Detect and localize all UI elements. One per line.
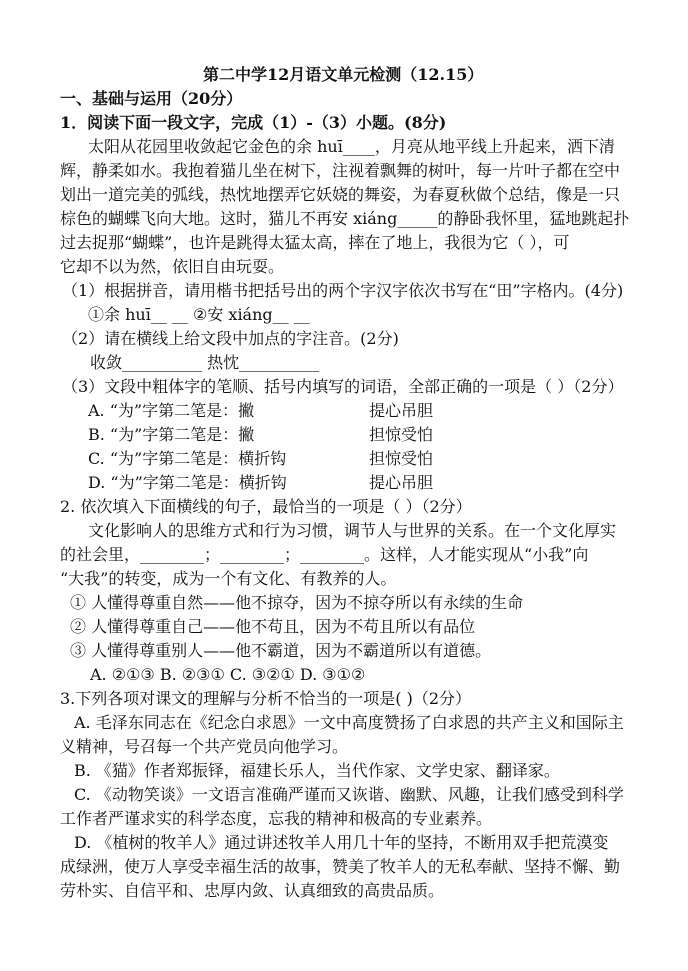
- question-1-stem: 1．阅读下面一段文字，完成（1）-（3）小题。(8分): [60, 113, 447, 132]
- question-3-line: A. 毛泽东同志在《纪念白求恩》一文中高度赞扬了白求恩的共产主义和国际主: [74, 713, 624, 732]
- question-3-line: C. 《动物笑谈》一文语言准确严谨而又诙谐、幽默、风趣，让我们感受到科学: [74, 785, 624, 804]
- page-title: 第二中学12月语文单元检测（12.15）: [203, 65, 484, 84]
- section-heading: 一、基础与运用（20分）: [60, 89, 243, 108]
- question-3-line: 成绿洲，使万人享受幸福生活的故事，赞美了牧羊人的无私奉献、坚持不懈、勤: [60, 857, 621, 876]
- question-2-item: ③ 人懂得尊重别人——他不霸道，因为不霸道所以有道德。: [70, 641, 492, 660]
- sub-question-1: （1）根据拼音，请用楷书把括号出的两个字汉字依次书写在“田”字格内。(4分): [62, 281, 624, 300]
- option-word: 担惊受怕: [369, 449, 434, 468]
- question-2-stem: 2. 依次填入下面横线的句子，最恰当的一项是（ ）（2分）: [60, 497, 472, 516]
- passage-line: 过去捉那“蝴蝶”，也许是跳得太猛太高，摔在了地上，我很为它（ ），可: [60, 233, 570, 252]
- question-3-line: 工作者严谨求实的科学态度，忘我的精神和极高的专业素养。: [60, 809, 493, 828]
- question-2-item: ① 人懂得尊重自然——他不掠夺，因为不掠夺所以有永续的生命: [70, 593, 524, 612]
- option-label: D. “为”字第二笔是：横折钩: [88, 473, 287, 492]
- question-2-item: ② 人懂得尊重自己——他不苟且，因为不苟且所以有品位: [70, 617, 476, 636]
- sub-question-2: （2）请在横线上给文段中加点的字注音。(2分): [62, 329, 399, 348]
- question-2-text: “大我”的转变，成为一个有文化、有教养的人。: [60, 569, 397, 588]
- passage-line: 它却不以为然，依旧自由玩耍。: [60, 257, 285, 276]
- phonetic-blanks: 收敛__________ 热忱__________: [90, 353, 320, 372]
- option-label: C. “为”字第二笔是：横折钩: [88, 449, 287, 468]
- question-3-line: 劳朴实、自信平和、忠厚内敛、认真细致的高贵品质。: [60, 881, 445, 900]
- passage-line: 划出一道完美的弧线，热忱地摆弄它妖娆的舞姿，为春夏秋做个总结，像是一只: [60, 185, 621, 204]
- pinyin-blanks: ①余 huī__ __ ②安 xiáng__ __: [88, 305, 310, 324]
- question-3-stem: 3.下列各项对课文的理解与分析不恰当的一项是( )（2分）: [60, 689, 472, 708]
- question-2-text: 文化影响人的思维方式和行为习惯，调节人与世界的关系。在一个文化厚实: [88, 521, 617, 540]
- option-word: 提心吊胆: [369, 401, 434, 420]
- option-word: 提心吊胆: [369, 473, 434, 492]
- passage-line: 太阳从花园里收敛起它金色的余 huī____，月亮从地平线上升起来，洒下清: [88, 137, 615, 156]
- question-3-line: 义精神，号召每一个共产党员向他学习。: [60, 737, 349, 756]
- option-label: A. “为”字第二笔是：撇: [88, 401, 255, 420]
- passage-line: 辉，静柔如水。我抱着猫儿坐在树下，注视着飘舞的树叶，每一片叶子都在空中: [60, 161, 621, 180]
- passage-line: 棕色的蝴蝶飞向大地。这时，猫儿不再安 xiáng_____的静卧我怀里，猛地跳起扑: [60, 209, 630, 228]
- question-2-text: 的社会里，________；________；________。这样，人才能实现从“小我”向: [60, 545, 589, 564]
- question-3-line: B. 《猫》作者郑振铎，福建长乐人，当代作家、文学史家、翻译家。: [74, 761, 560, 780]
- option-label: B. “为”字第二笔是：撇: [88, 425, 255, 444]
- option-word: 担惊受怕: [369, 425, 434, 444]
- question-3-line: D. 《植树的牧羊人》通过讲述牧羊人用几十年的坚持，不断用双手把荒漠变: [74, 833, 609, 852]
- question-2-choices: A. ②①③ B. ②③① C. ③②① D. ③①②: [90, 665, 366, 684]
- sub-question-3: （3）文段中粗体字的笔顺、括号内填写的词语，全部正确的一项是（ ）（2分）: [62, 377, 624, 396]
